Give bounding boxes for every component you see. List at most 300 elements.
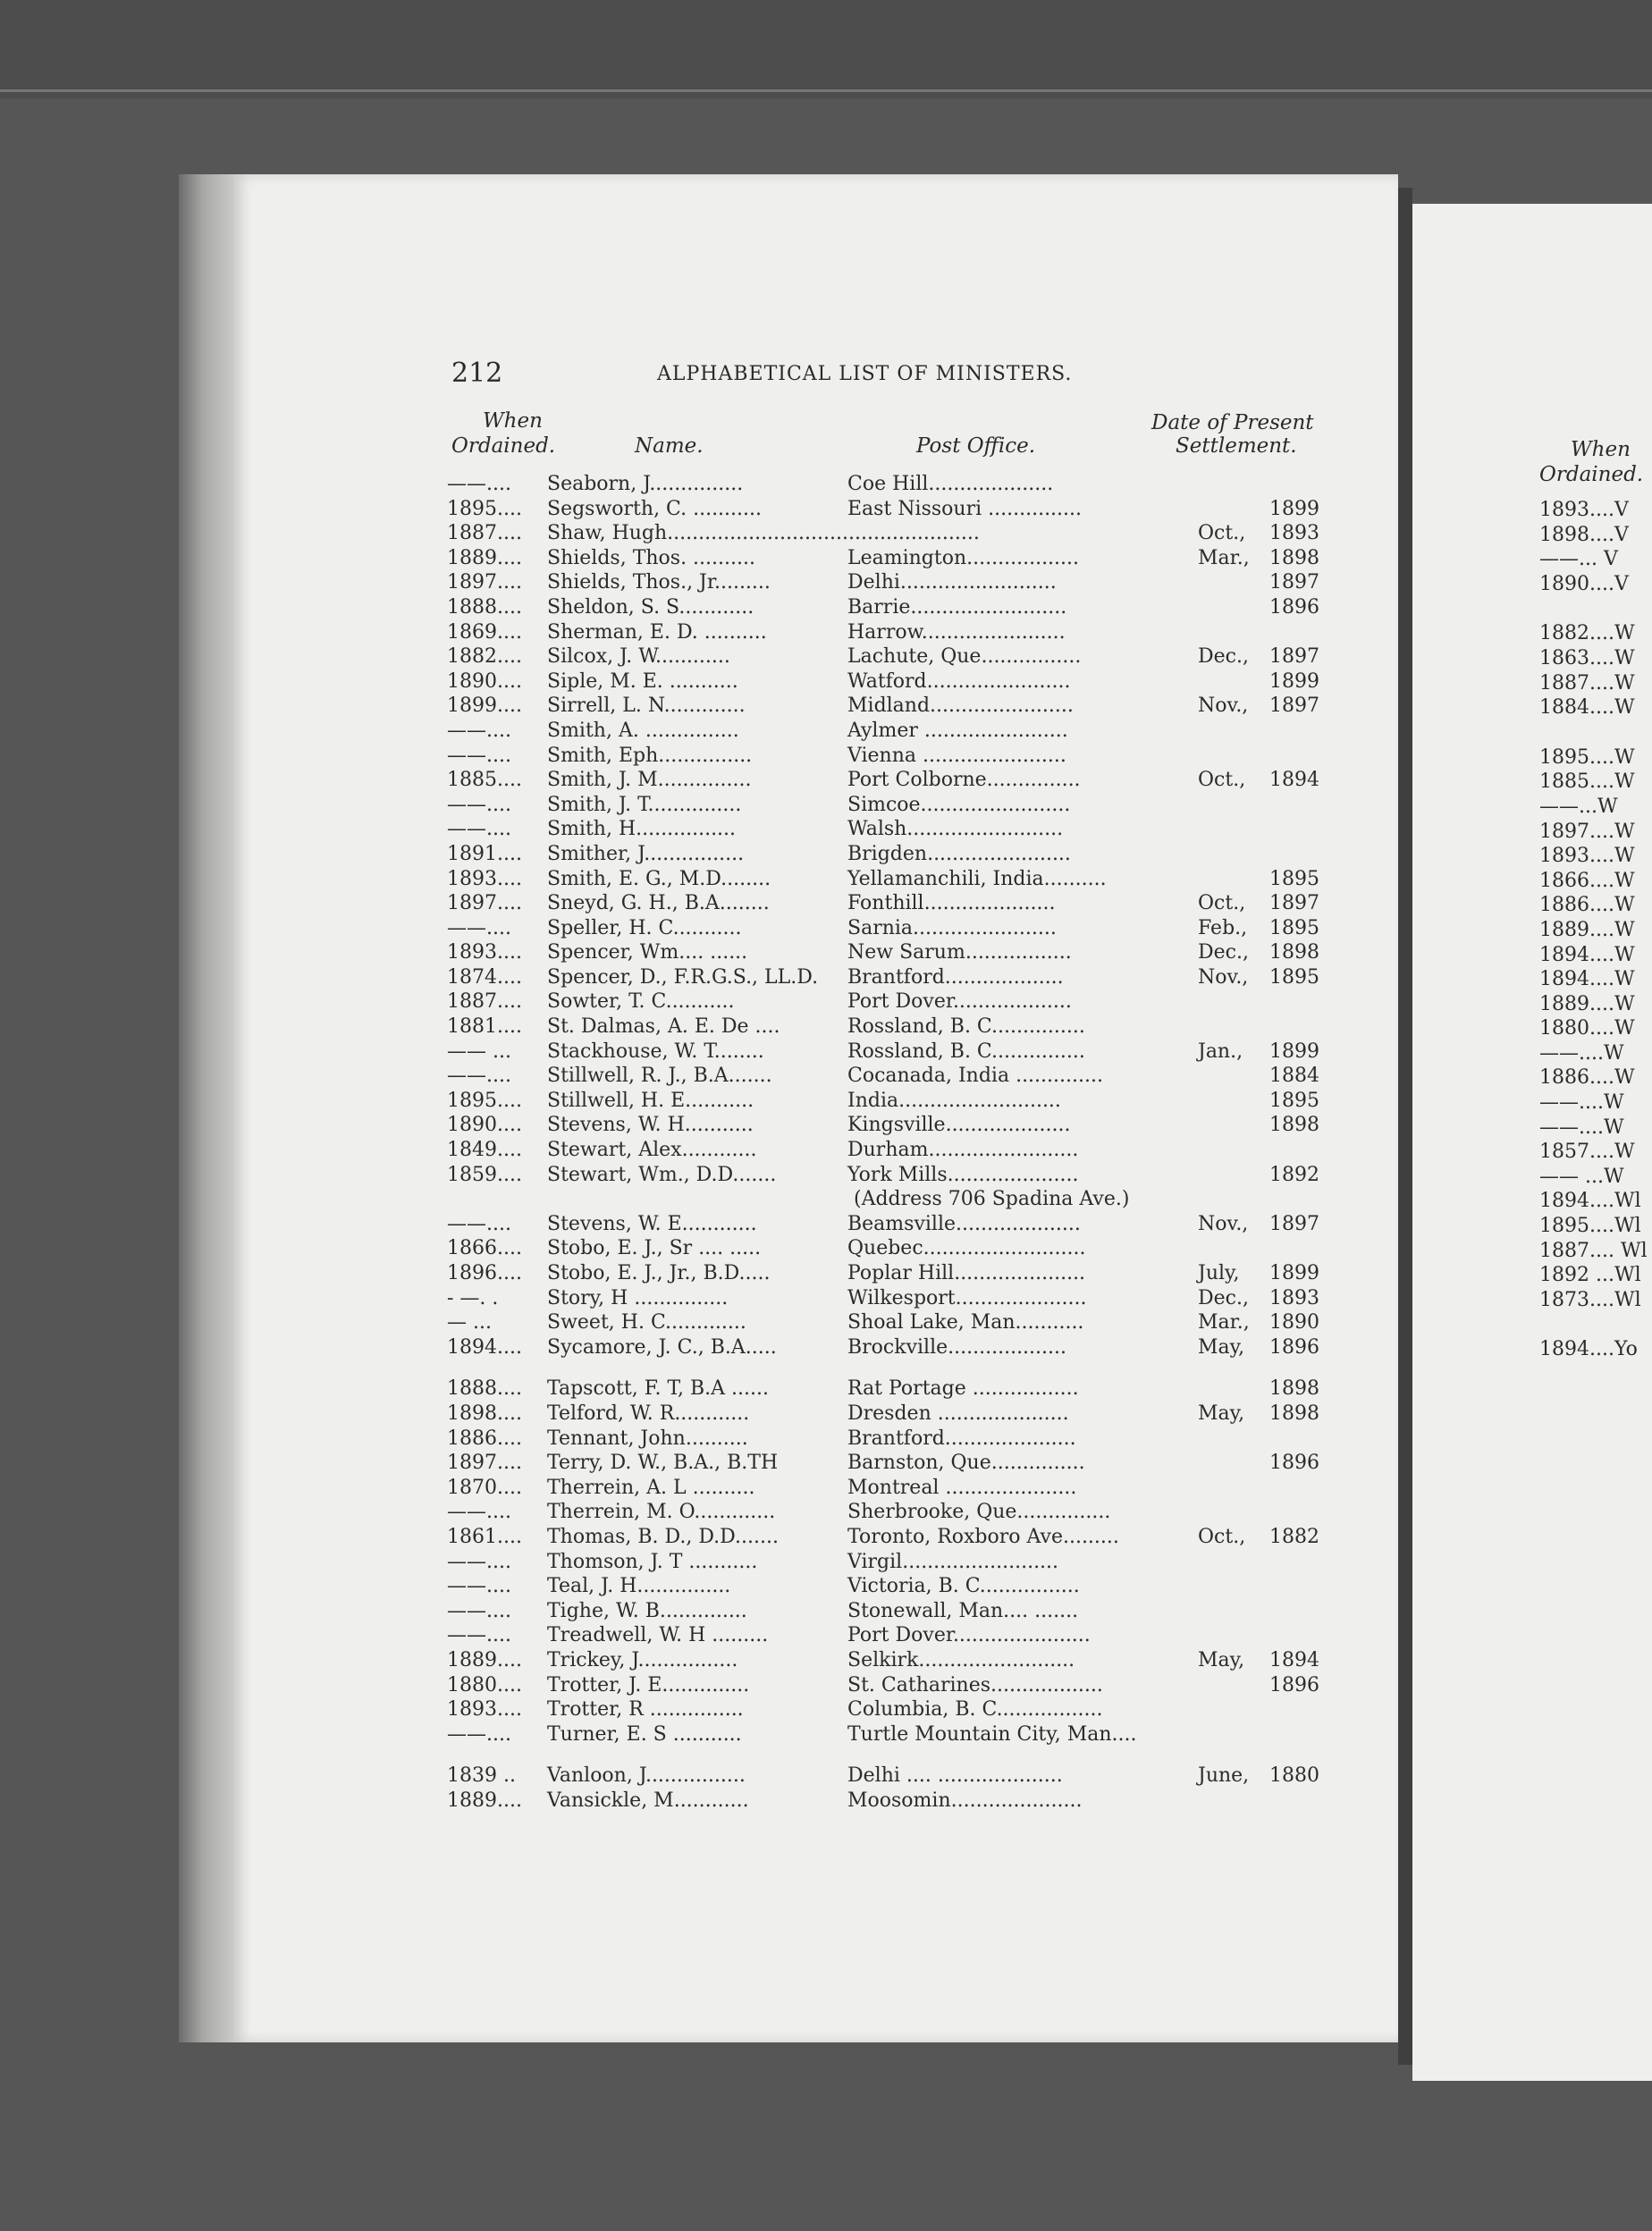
- post-office: Fonthill.....................: [847, 892, 1056, 915]
- list-item: [447, 1451, 1341, 1476]
- settlement-year: 1899: [1269, 497, 1319, 520]
- ordained-year: ——....: [447, 1065, 511, 1088]
- settlement-year: 1896: [1269, 1673, 1319, 1696]
- ordained-year: ——....: [447, 1599, 511, 1622]
- ordained-year: 1899....: [447, 695, 522, 718]
- settlement-month: Dec.,: [1198, 1286, 1249, 1309]
- right-list-item: 1889....W: [1539, 992, 1635, 1015]
- post-office: Delhi.........................: [847, 571, 1057, 594]
- minister-name: Vanloon, J................: [547, 1764, 746, 1788]
- ordained-year: 1880....: [447, 1673, 522, 1696]
- minister-name: Stevens, W. H...........: [547, 1114, 754, 1137]
- minister-name: Trickey, J................: [547, 1648, 738, 1671]
- ordained-year: 1861....: [447, 1525, 522, 1548]
- list-item: [447, 1574, 1341, 1599]
- ordained-year: 1895....: [447, 497, 522, 520]
- list-item: [447, 1722, 1341, 1747]
- list-item: [447, 1599, 1341, 1624]
- minister-name: Telford, W. R............: [547, 1402, 750, 1425]
- right-list-item: 1894....W: [1539, 943, 1635, 966]
- list-item: [447, 1427, 1341, 1452]
- post-office: Brantford.....................: [847, 1427, 1076, 1450]
- minister-name: Sneyd, G. H., B.A........: [547, 892, 770, 915]
- minister-name: Smith, Eph...............: [547, 744, 753, 767]
- minister-name: Segsworth, C. ...........: [547, 497, 763, 520]
- post-office: Rat Portage .................: [847, 1377, 1079, 1401]
- right-list-item: 1886....W: [1539, 1066, 1635, 1090]
- ordained-year: —— ...: [447, 1040, 511, 1063]
- list-item: [447, 497, 1341, 522]
- settlement-year: 1897: [1269, 571, 1319, 594]
- post-office: Leamington..................: [847, 546, 1080, 569]
- post-office: Simcoe........................: [847, 793, 1071, 816]
- list-item: [447, 867, 1341, 892]
- right-list-item: ——... V: [1539, 548, 1618, 571]
- post-office: Wilkesport.....................: [847, 1286, 1087, 1309]
- settlement-year: 1880: [1269, 1764, 1319, 1788]
- settlement-month: Dec.,: [1198, 941, 1249, 964]
- post-office: Rossland, B. C...............: [847, 1040, 1085, 1063]
- header-when: When: [483, 409, 543, 433]
- ordained-year: 1887....: [447, 522, 522, 545]
- page-header: [451, 358, 1345, 393]
- settlement-month: July,: [1198, 1262, 1240, 1284]
- minister-name: Teal, J. H...............: [547, 1575, 731, 1598]
- list-item: [447, 1697, 1341, 1722]
- ordained-year: 1866....: [447, 1237, 522, 1260]
- settlement-year: 1893: [1269, 522, 1319, 545]
- ordained-year: 1898....: [447, 1402, 522, 1425]
- post-office: Coe Hill....................: [847, 473, 1054, 495]
- post-office: Sherbrooke, Que...............: [847, 1501, 1111, 1524]
- list-item: [447, 1673, 1341, 1698]
- ordained-year: 1889....: [447, 1648, 522, 1671]
- minister-name: Story, H ...............: [547, 1286, 729, 1309]
- right-list-item: 1894....W: [1539, 968, 1635, 991]
- list-item: [447, 768, 1341, 793]
- post-office: Barrie.........................: [847, 595, 1067, 619]
- post-office: Port Dover...................: [847, 990, 1072, 1014]
- list-item: [447, 940, 1341, 965]
- list-item: [447, 1376, 1341, 1402]
- ordained-year: 1891....: [447, 842, 522, 865]
- post-office: Cocanada, India ..............: [847, 1065, 1103, 1088]
- minister-name: Treadwell, W. H .........: [547, 1624, 769, 1647]
- minister-name: Tennant, John..........: [547, 1427, 748, 1450]
- post-office: Selkirk.........................: [847, 1648, 1075, 1671]
- right-page-list: [1539, 498, 1648, 1362]
- list-item: [447, 620, 1341, 645]
- header-post-office: Post Office.: [916, 434, 1036, 458]
- ordained-year: 1887....: [447, 990, 522, 1014]
- minister-name: Spencer, Wm.... ......: [547, 941, 748, 964]
- background-rule: [0, 89, 1652, 92]
- settlement-year: 1890: [1269, 1311, 1319, 1334]
- settlement-year: 1897: [1269, 645, 1319, 669]
- ordained-year: 1869....: [447, 620, 522, 644]
- list-item: [447, 1764, 1341, 1789]
- list-item: [447, 1236, 1341, 1261]
- post-office: Vienna .......................: [847, 744, 1066, 767]
- settlement-year: 1895: [1269, 916, 1319, 939]
- minister-name: Sheldon, S. S............: [547, 595, 754, 619]
- minister-name: Sirrell, L. N.............: [547, 695, 746, 718]
- settlement-month: Mar.,: [1198, 546, 1250, 569]
- right-list-item: —— ...W: [1539, 1165, 1624, 1188]
- ordained-year: ——....: [447, 1550, 511, 1573]
- ordained-year: 1888....: [447, 595, 522, 619]
- settlement-year: 1894: [1269, 1648, 1319, 1671]
- post-office: Aylmer .......................: [847, 719, 1068, 742]
- minister-name: Tapscott, F. T, B.A ......: [547, 1377, 769, 1401]
- settlement-month: Jan.,: [1198, 1040, 1243, 1063]
- book-gutter: [1398, 188, 1412, 2065]
- ordained-year: ——....: [447, 818, 511, 841]
- ordained-year: 1893....: [447, 941, 522, 964]
- post-office: Brantford...................: [847, 965, 1064, 989]
- list-item: [447, 472, 1341, 497]
- right-list-item: 1866....W: [1539, 869, 1635, 892]
- post-office: Yellamanchili, India..........: [847, 867, 1107, 890]
- ordained-year: 1894....: [447, 1335, 522, 1359]
- background-top: [0, 0, 1652, 98]
- ordained-year: 1897....: [447, 571, 522, 594]
- ordained-year: — ...: [447, 1311, 492, 1334]
- list-item: [447, 1550, 1341, 1575]
- minister-list: [447, 472, 1341, 1813]
- minister-name: Speller, H. C...........: [547, 916, 742, 939]
- right-list-item: 1884....W: [1539, 696, 1635, 720]
- right-list-item: 1882....W: [1539, 622, 1635, 645]
- minister-name: Vansickle, M............: [547, 1789, 749, 1812]
- ordained-year: 1897....: [447, 892, 522, 915]
- ordained-year: 1839 ..: [447, 1764, 516, 1788]
- right-list-item: ——....W: [1539, 1116, 1624, 1139]
- post-office: New Sarum.................: [847, 941, 1072, 964]
- minister-name: Stevens, W. E............: [547, 1212, 757, 1235]
- ordained-year: 1870....: [447, 1476, 522, 1499]
- post-office: Turtle Mountain City, Man....: [847, 1722, 1137, 1746]
- settlement-year: 1898: [1269, 1402, 1319, 1425]
- list-item: [447, 694, 1341, 719]
- post-office: East Nissouri ...............: [847, 497, 1083, 520]
- post-office: Virgil.........................: [847, 1550, 1059, 1573]
- minister-name: Smith, A. ...............: [547, 719, 739, 742]
- post-office: Walsh.........................: [847, 818, 1064, 841]
- post-office: Montreal .....................: [847, 1476, 1077, 1499]
- list-item: [447, 744, 1341, 769]
- settlement-year: 1898: [1269, 1377, 1319, 1401]
- minister-name: Shields, Thos., Jr.........: [547, 571, 771, 594]
- post-office: York Mills.....................: [847, 1163, 1079, 1186]
- ordained-year: ——....: [447, 1722, 511, 1746]
- settlement-month: June,: [1198, 1764, 1250, 1788]
- right-list-item: 1887.... Wl: [1539, 1239, 1648, 1262]
- ordained-year: 1896....: [447, 1262, 522, 1284]
- post-office: Rossland, B. C...............: [847, 1015, 1085, 1039]
- list-item: [447, 669, 1341, 695]
- list-item: [447, 1089, 1341, 1114]
- list-item: [447, 1648, 1341, 1673]
- settlement-month: Feb.,: [1198, 916, 1248, 939]
- post-office: India..........................: [847, 1089, 1061, 1112]
- minister-name: Therrein, M. O.............: [547, 1501, 776, 1524]
- right-list-item: ——....W: [1539, 1091, 1624, 1115]
- settlement-month: May,: [1198, 1335, 1245, 1359]
- right-list-item: 1887....W: [1539, 671, 1635, 695]
- ordained-year: ——....: [447, 1575, 511, 1598]
- post-office: Barnston, Que...............: [847, 1452, 1085, 1475]
- settlement-year: 1898: [1269, 546, 1319, 569]
- settlement-year: 1897: [1269, 1212, 1319, 1235]
- right-list-item: 1885....W: [1539, 770, 1635, 794]
- page-edge: [179, 174, 238, 2042]
- header-ordained: Ordained.: [451, 434, 556, 458]
- right-list-item: 1897....W: [1539, 820, 1635, 843]
- post-office: Dresden .....................: [847, 1402, 1069, 1425]
- ordained-year: 1859....: [447, 1163, 522, 1186]
- list-item: [447, 1789, 1341, 1814]
- post-office: Durham........................: [847, 1139, 1079, 1162]
- ordained-year: 1888....: [447, 1377, 522, 1401]
- settlement-month: Oct.,: [1198, 1525, 1246, 1548]
- ordained-year: 1889....: [447, 546, 522, 569]
- minister-name: Siple, M. E. ...........: [547, 669, 738, 693]
- minister-name: Shaw, Hugh..................................................: [547, 522, 980, 545]
- list-item: [447, 570, 1341, 595]
- settlement-month: Oct.,: [1198, 892, 1246, 915]
- settlement-month: Nov.,: [1198, 1212, 1249, 1235]
- post-office: St. Catharines..................: [847, 1673, 1103, 1696]
- minister-name: Tighe, W. B..............: [547, 1599, 747, 1622]
- post-office: Shoal Lake, Man...........: [847, 1311, 1084, 1334]
- list-item: [447, 1064, 1341, 1089]
- minister-name: Smith, J. T...............: [547, 793, 742, 816]
- minister-name: Shields, Thos. ..........: [547, 546, 755, 569]
- list-item: [447, 1187, 1341, 1212]
- post-office: Brigden.......................: [847, 842, 1071, 865]
- settlement-year: 1899: [1269, 1040, 1319, 1063]
- post-office: Delhi .... ....................: [847, 1764, 1063, 1788]
- settlement-year: 1899: [1269, 1262, 1319, 1284]
- minister-name: Thomas, B. D., D.D.......: [547, 1525, 779, 1548]
- right-list-item: 1892 ...Wl: [1539, 1264, 1641, 1287]
- address-note: (Address 706 Spadina Ave.): [854, 1188, 1130, 1211]
- ordained-year: 1885....: [447, 769, 522, 792]
- post-office: Stonewall, Man.... .......: [847, 1599, 1079, 1622]
- header-name: Name.: [635, 434, 704, 458]
- ordained-year: ——....: [447, 793, 511, 816]
- post-office: Quebec..........................: [847, 1237, 1086, 1260]
- ordained-year: ——....: [447, 744, 511, 767]
- post-office: Poplar Hill.....................: [847, 1262, 1086, 1284]
- minister-name: Turner, E. S ...........: [547, 1722, 742, 1746]
- minister-name: Sycamore, J. C., B.A.....: [547, 1335, 777, 1359]
- minister-name: Silcox, J. W............: [547, 645, 730, 669]
- list-item: [447, 521, 1341, 546]
- right-list-item: 1893....V: [1539, 499, 1629, 521]
- right-list-item: 1894....Wl: [1539, 1190, 1641, 1213]
- list-item: [447, 1138, 1341, 1163]
- list-item: [447, 817, 1341, 842]
- settlement-year: 1898: [1269, 941, 1319, 964]
- running-title: ALPHABETICAL LIST OF MINISTERS.: [657, 363, 1073, 385]
- settlement-year: 1882: [1269, 1525, 1319, 1548]
- minister-name: Sherman, E. D. ..........: [547, 620, 767, 644]
- minister-name: Sowter, T. C...........: [547, 990, 735, 1014]
- post-office: Moosomin.....................: [847, 1789, 1083, 1812]
- ordained-year: ——....: [447, 719, 511, 742]
- minister-name: Spencer, D., F.R.G.S., LL.D.: [547, 965, 819, 989]
- minister-name: Stobo, E. J., Jr., B.D.....: [547, 1262, 771, 1284]
- right-list-item: 1857....W: [1539, 1141, 1635, 1164]
- settlement-year: 1899: [1269, 669, 1319, 693]
- list-item: [447, 793, 1341, 818]
- settlement-year: 1892: [1269, 1163, 1319, 1186]
- minister-name: Terry, D. W., B.A., B.TH: [547, 1452, 779, 1475]
- ordained-year: ——....: [447, 1624, 511, 1647]
- ordained-year: 1882....: [447, 645, 522, 669]
- settlement-month: Mar.,: [1198, 1311, 1250, 1334]
- settlement-month: Oct.,: [1198, 769, 1246, 792]
- post-office: Beamsville....................: [847, 1212, 1081, 1235]
- ordained-year: ——....: [447, 916, 511, 939]
- list-item: [447, 1310, 1341, 1335]
- post-office: Port Colborne...............: [847, 769, 1081, 792]
- right-list-item: 1873....Wl: [1539, 1288, 1641, 1311]
- right-header-ordained: Ordained.: [1539, 463, 1644, 486]
- settlement-month: Nov.,: [1198, 695, 1249, 718]
- list-item: [447, 1261, 1341, 1286]
- minister-name: Smith, E. G., M.D........: [547, 867, 771, 890]
- minister-name: Stewart, Alex............: [547, 1139, 757, 1162]
- post-office: Sarnia.......................: [847, 916, 1057, 939]
- ordained-year: 1890....: [447, 669, 522, 693]
- minister-name: Stewart, Wm., D.D.......: [547, 1163, 777, 1186]
- post-office: Harrow.......................: [847, 620, 1066, 644]
- settlement-year: 1895: [1269, 1089, 1319, 1112]
- post-office: Victoria, B. C................: [847, 1575, 1080, 1598]
- list-item: [447, 916, 1341, 941]
- minister-name: Stobo, E. J., Sr .... .....: [547, 1237, 762, 1260]
- minister-name: Stackhouse, W. T........: [547, 1040, 764, 1063]
- list-item: [447, 1113, 1341, 1138]
- list-item: [447, 1476, 1341, 1501]
- minister-name: Thomson, J. T ...........: [547, 1550, 758, 1573]
- ordained-year: 1874....: [447, 965, 522, 989]
- right-list-item: 1889....W: [1539, 918, 1635, 941]
- settlement-month: Oct.,: [1198, 522, 1246, 545]
- right-list-item: ——....W: [1539, 1041, 1624, 1065]
- ordained-year: ——....: [447, 1212, 511, 1235]
- post-office: Lachute, Que................: [847, 645, 1082, 669]
- post-office: Midland.......................: [847, 695, 1074, 718]
- list-item: [447, 719, 1341, 744]
- header-date-of-present: Date of Present: [1151, 411, 1314, 434]
- page-number: 212: [451, 358, 503, 389]
- minister-name: St. Dalmas, A. E. De ....: [547, 1015, 780, 1039]
- minister-name: Smith, J. M...............: [547, 769, 752, 792]
- settlement-year: 1895: [1269, 965, 1319, 989]
- list-item: [447, 891, 1341, 916]
- minister-name: Stillwell, H. E...........: [547, 1089, 754, 1112]
- post-office: Toronto, Roxboro Ave.........: [847, 1525, 1119, 1548]
- right-list-item: 1894....Yo: [1539, 1338, 1638, 1361]
- ordained-year: 1881....: [447, 1015, 522, 1039]
- right-list-item: 1895....W: [1539, 745, 1635, 769]
- list-item: [447, 546, 1341, 571]
- list-item: [447, 595, 1341, 620]
- list-item: [447, 965, 1341, 990]
- ordained-year: - —. .: [447, 1286, 499, 1309]
- right-list-item: 1863....W: [1539, 646, 1635, 669]
- settlement-month: Nov.,: [1198, 965, 1249, 989]
- list-item: [447, 1525, 1341, 1550]
- post-office: Brockville...................: [847, 1335, 1067, 1359]
- settlement-year: 1893: [1269, 1286, 1319, 1309]
- ordained-year: 1897....: [447, 1452, 522, 1475]
- list-item: [447, 1335, 1341, 1360]
- settlement-year: 1897: [1269, 892, 1319, 915]
- ordained-year: 1893....: [447, 867, 522, 890]
- list-item: [447, 1500, 1341, 1525]
- list-item: [447, 644, 1341, 669]
- list-item: [447, 842, 1341, 867]
- ordained-year: 1893....: [447, 1698, 522, 1722]
- settlement-year: 1896: [1269, 595, 1319, 619]
- settlement-year: 1898: [1269, 1114, 1319, 1137]
- settlement-year: 1896: [1269, 1452, 1319, 1475]
- post-office: Watford.......................: [847, 669, 1071, 693]
- right-list-item: 1880....W: [1539, 1017, 1635, 1040]
- settlement-month: May,: [1198, 1402, 1245, 1425]
- list-item: [447, 1014, 1341, 1040]
- minister-name: Smith, H................: [547, 818, 737, 841]
- minister-name: Therrein, A. L ..........: [547, 1476, 755, 1499]
- ordained-year: 1849....: [447, 1139, 522, 1162]
- post-office: Columbia, B. C.................: [847, 1698, 1103, 1722]
- post-office: Port Dover......................: [847, 1624, 1091, 1647]
- right-list-item: 1895....Wl: [1539, 1215, 1641, 1238]
- settlement-month: May,: [1198, 1648, 1245, 1671]
- settlement-year: 1894: [1269, 769, 1319, 792]
- ordained-year: 1890....: [447, 1114, 522, 1137]
- ordained-year: 1886....: [447, 1427, 522, 1450]
- list-item: [447, 1040, 1341, 1065]
- settlement-year: 1884: [1269, 1065, 1319, 1088]
- right-list-item: 1886....W: [1539, 894, 1635, 917]
- settlement-year: 1897: [1269, 695, 1319, 718]
- list-item: [447, 1623, 1341, 1648]
- right-list-item: 1893....W: [1539, 845, 1635, 868]
- minister-name: Smither, J................: [547, 842, 745, 865]
- ordained-year: ——....: [447, 473, 511, 495]
- settlement-year: 1896: [1269, 1335, 1319, 1359]
- minister-name: Sweet, H. C.............: [547, 1311, 746, 1334]
- header-settlement: Settlement.: [1176, 434, 1297, 458]
- settlement-year: 1895: [1269, 867, 1319, 890]
- ordained-year: 1889....: [447, 1789, 522, 1812]
- list-item: [447, 1212, 1341, 1237]
- list-item: [447, 1163, 1341, 1188]
- right-header-when: When: [1571, 438, 1631, 461]
- right-list-item: ——...W: [1539, 795, 1618, 818]
- right-list-item: 1890....V: [1539, 572, 1629, 595]
- minister-name: Seaborn, J...............: [547, 473, 744, 495]
- post-office: Kingsville....................: [847, 1114, 1071, 1137]
- right-list-item: 1898....V: [1539, 523, 1629, 546]
- list-item: [447, 989, 1341, 1014]
